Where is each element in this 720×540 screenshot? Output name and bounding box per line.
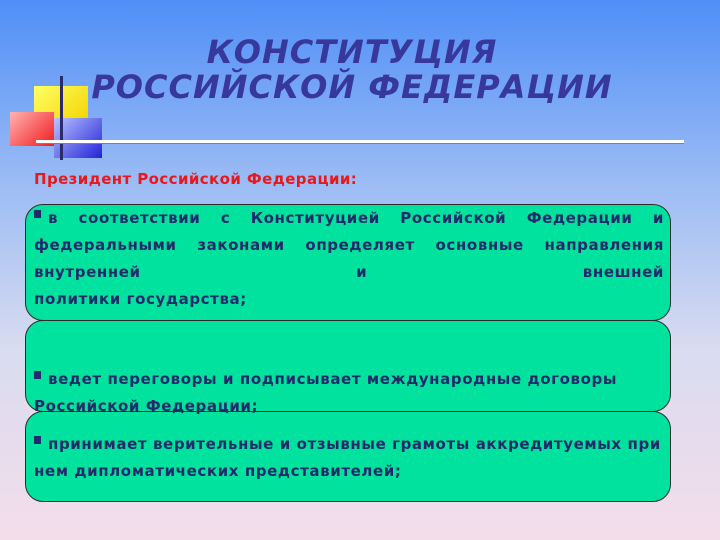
- bullet-icon: [34, 210, 41, 218]
- slide-title-line1: КОНСТИТУЦИЯ: [206, 33, 498, 71]
- title-divider: [36, 140, 684, 144]
- slide-title-line2: РОССИЙСКОЙ ФЕДЕРАЦИИ: [91, 68, 613, 106]
- item-text-1-main: в соответствии с Конституцией Российской Федерации и федеральными законами определяет основные направления внутренней и внешней: [34, 209, 664, 281]
- item-text-1-last: политики государства;: [34, 290, 247, 308]
- item-text-2-body: ведет переговоры и подписывает международные договоры Российской Федерации;: [34, 370, 618, 415]
- bullet-icon: [34, 371, 41, 379]
- item-text-3: [34, 431, 664, 485]
- decor-vertical-line: [60, 76, 63, 160]
- item-text-2: [34, 366, 664, 420]
- bullet-icon: [34, 436, 41, 444]
- section-heading: Президент Российской Федерации:: [34, 170, 358, 188]
- item-text-3-body: принимает верительные и отзывные грамоты аккредитуемых при нем дипломатических представителей;: [34, 435, 661, 480]
- item-text-1: [34, 205, 664, 313]
